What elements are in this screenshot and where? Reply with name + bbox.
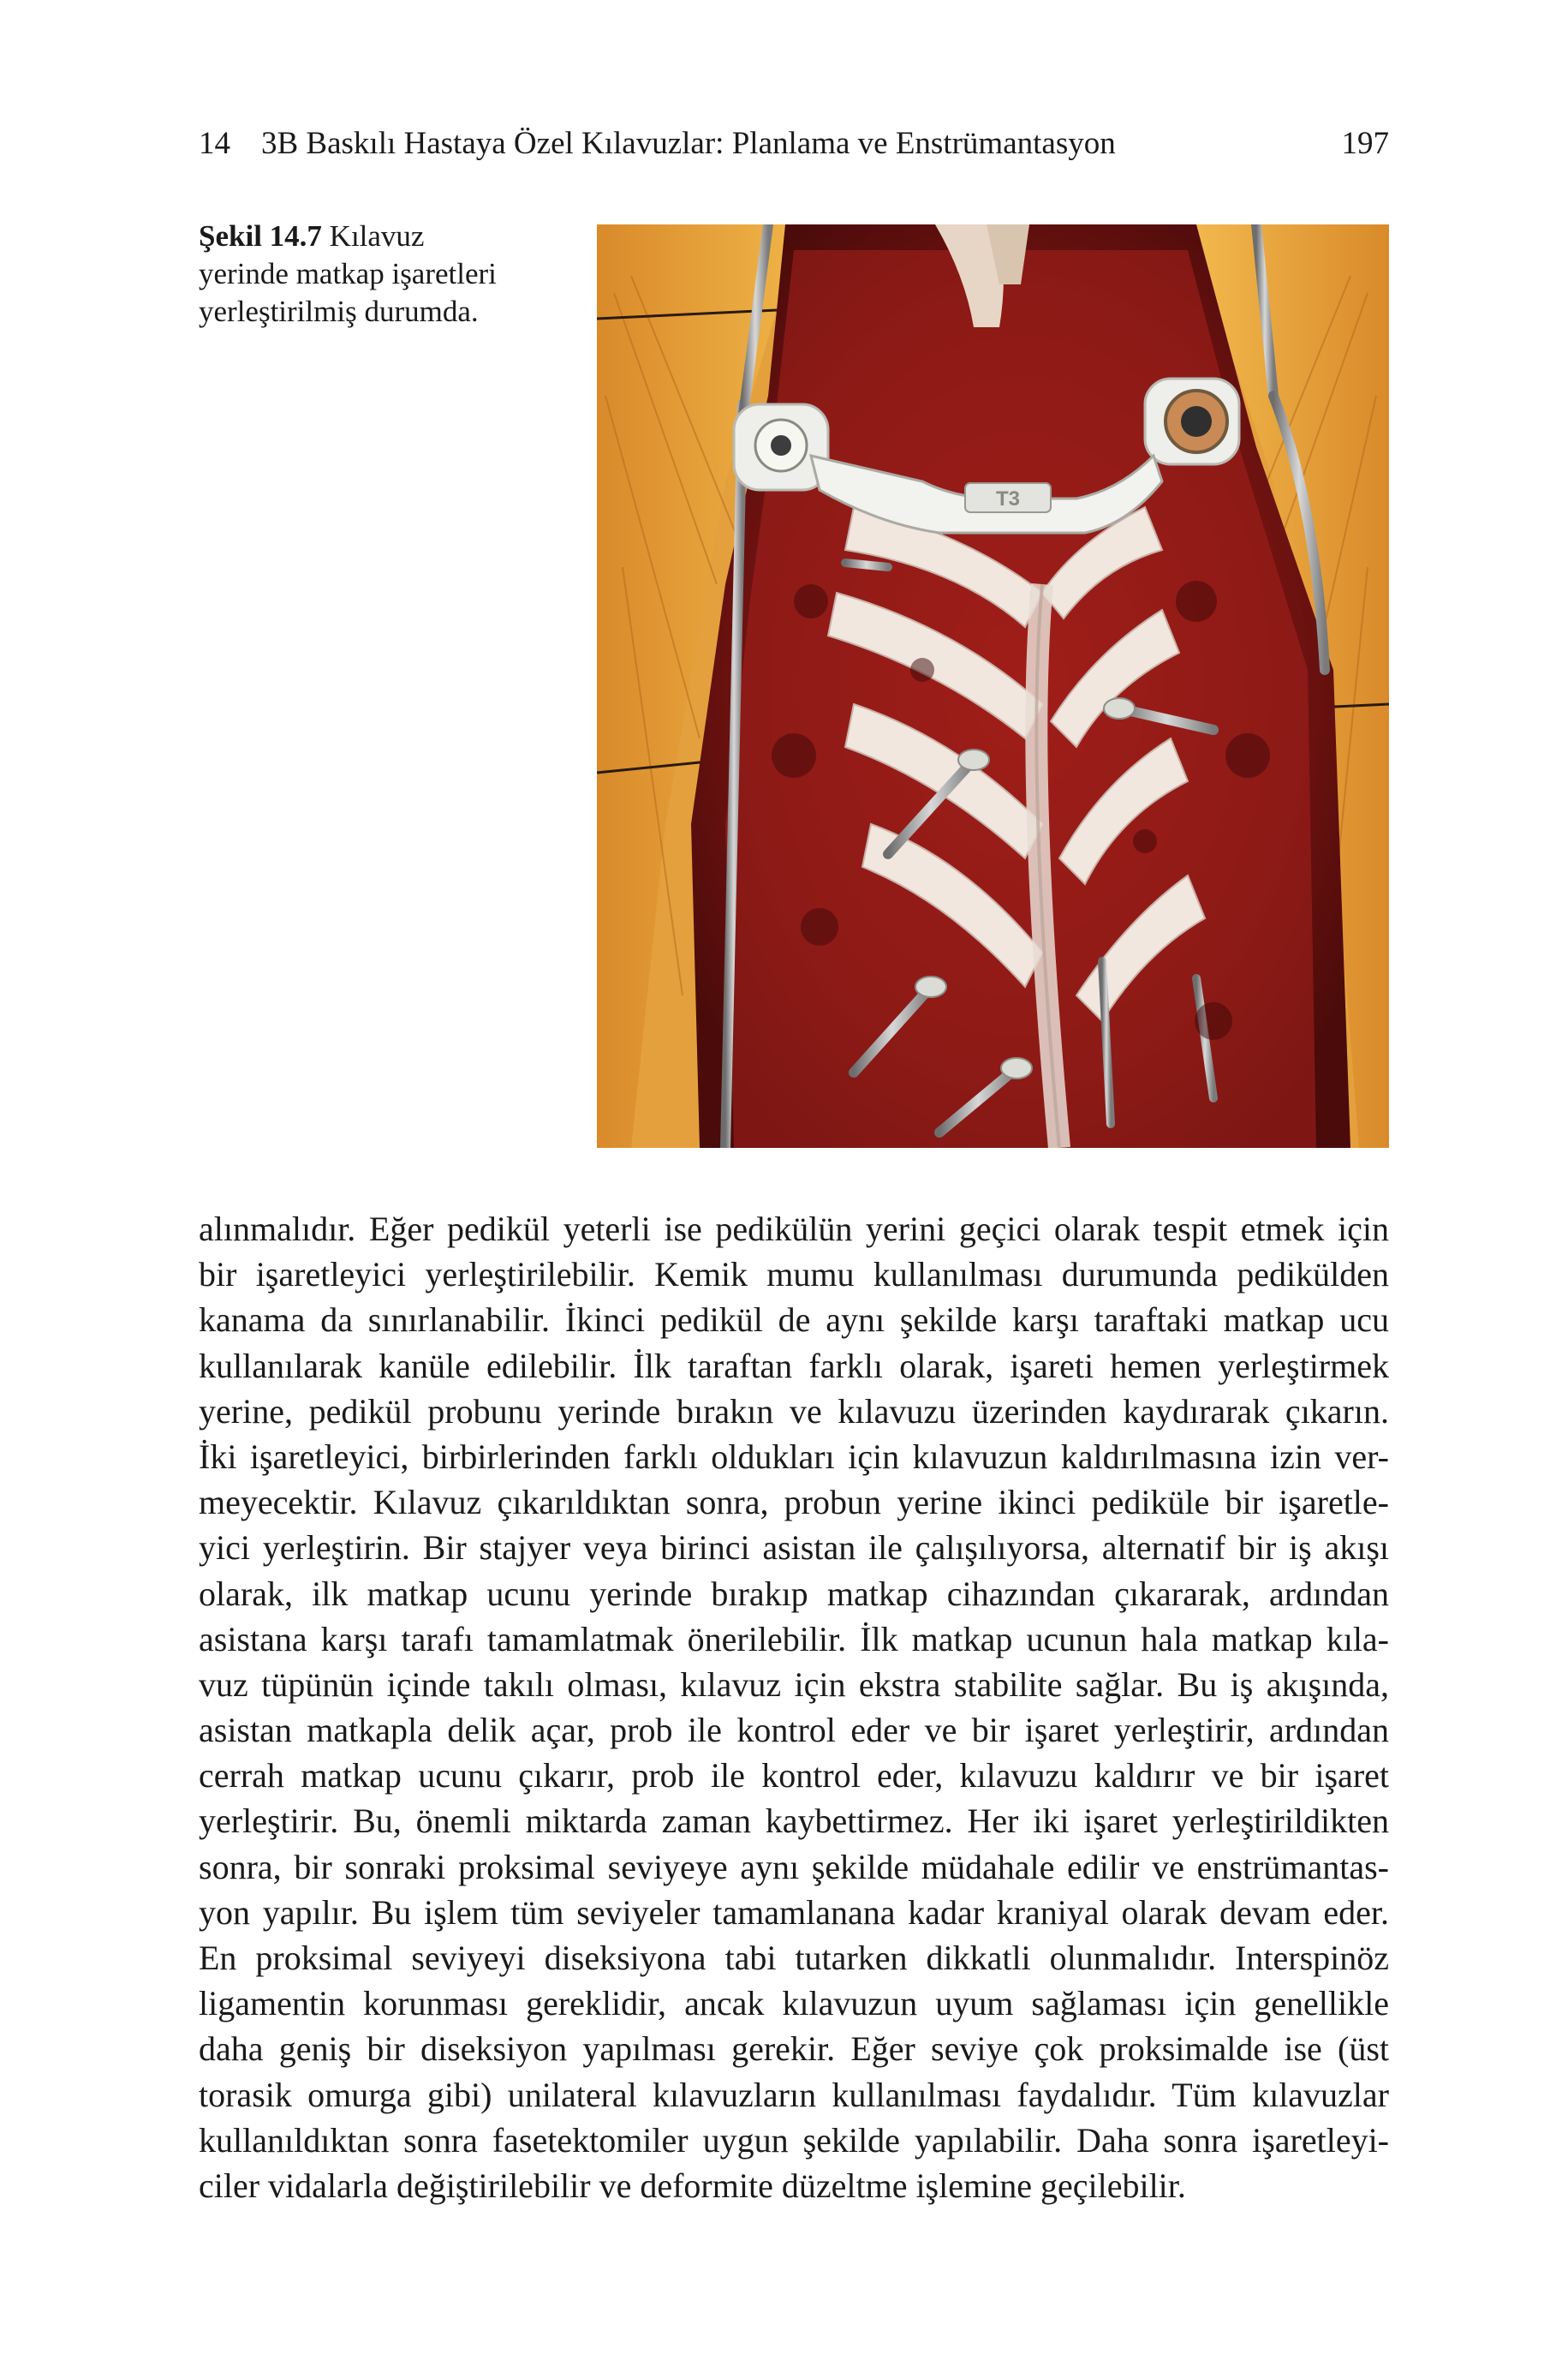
running-title: 3B Baskılı Hastaya Özel Kılavuzlar: Planlama ve Enstrümantasyon [261,126,1116,161]
body-line: kanama da sınırlanabilir. İkinci pedikül de aynı şekilde karşı taraftaki matkap ucu [199,1300,1389,1340]
body-line: yerleştirir. Bu, önemli miktarda zaman kaybettirmez. Her iki işaret yerleştirildikten [199,1801,1389,1841]
body-line: torasik omurga gibi) unilateral kılavuzların kullanılması faydalıdır. Tüm kılavuzlar [199,2075,1389,2114]
surgical-photo-illustration [597,224,1389,1148]
caption-line: Kılavuz [329,219,425,253]
body-line: vuz tüpünün içinde takılı olması, kılavuz için ekstra stabilite sağlar. Bu iş akışında, [199,1664,1389,1704]
body-line: asistana karşı tarafı tamamlatmak önerilebilir. İlk matkap ucunun hala matkap kıla- [199,1619,1389,1658]
page-number: 197 [1341,126,1389,161]
body-line: ciler vidalarla değiştirilebilir ve deformite düzeltme işlemine geçilebilir. [199,2166,1186,2205]
body-line: ligamentin korunması gereklidir, ancak kılavuzun uyum sağlaması için genellikle [199,1984,1389,2023]
body-line: cerrah matkap ucunu çıkarır, prob ile kontrol eder, kılavuzu kaldırır ve bir işaret [199,1756,1389,1795]
caption-line: yerinde matkap işaretleri [199,257,497,290]
guide-marking: T3 [995,487,1021,511]
body-line: meyecektir. Kılavuz çıkarıldıktan sonra, probun yerine ikinci pediküle bir işaretle- [199,1483,1389,1522]
body-line: daha geniş bir diseksiyon yapılması gerekir. Eğer seviye çok proksimalde ise (üst [199,2029,1389,2069]
surgical-photo [597,224,1389,1148]
body-line: sonra, bir sonraki proksimal seviyeye aynı şekilde müdahale edilir ve enstrümantas- [199,1847,1389,1886]
body-line: yici yerleştirin. Bir stajyer veya birinci asistan ile çalışılıyorsa, alternatif bir iş akışı [199,1528,1389,1568]
body-line: asistan matkapla delik açar, prob ile kontrol eder ve bir işaret yerleştirir, ardından [199,1711,1389,1750]
body-line: yerine, pedikül probunu yerinde bırakın ve kılavuzu üzerinden kaydırarak çıkarın. [199,1391,1389,1431]
body-line: olarak, ilk matkap ucunu yerinde bırakıp matkap cihazından çıkararak, ardından [199,1574,1389,1613]
body-line: En proksimal seviyeyi diseksiyona tabi tutarken dikkatli olunmalıdır. Interspinöz [199,1939,1389,1977]
body-paragraph [199,1206,1389,2208]
chapter-number: 14 [199,126,230,161]
body-line: yon yapılır. Bu işlem tüm seviyeler tamamlanana kadar kraniyal olarak devam eder. [199,1892,1389,1932]
figure-label: Şekil 14.7 [199,219,322,253]
body-line: kullanıldıktan sonra fasetektomiler uygun şekilde yapılabilir. Daha sonra işaretleyi- [199,2120,1389,2160]
body-line: İki işaretleyici, birbirlerinden farklı oldukları için kılavuzun kaldırılmasına izin ver- [199,1437,1389,1476]
body-line: alınmalıdır. Eğer pedikül yeterli ise pedikülün yerini geçici olarak tespit etmek için [199,1210,1389,1248]
body-line: bir işaretleyici yerleştirilebilir. Kemik mumu kullanılması durumunda pedikülden [199,1255,1389,1294]
caption-line: yerleştirilmiş durumda. [199,295,479,328]
figure-caption [199,218,541,331]
body-line: kullanılarak kanüle edilebilir. İlk taraftan farklı olarak, işareti hemen yerleştirmek [199,1346,1389,1385]
